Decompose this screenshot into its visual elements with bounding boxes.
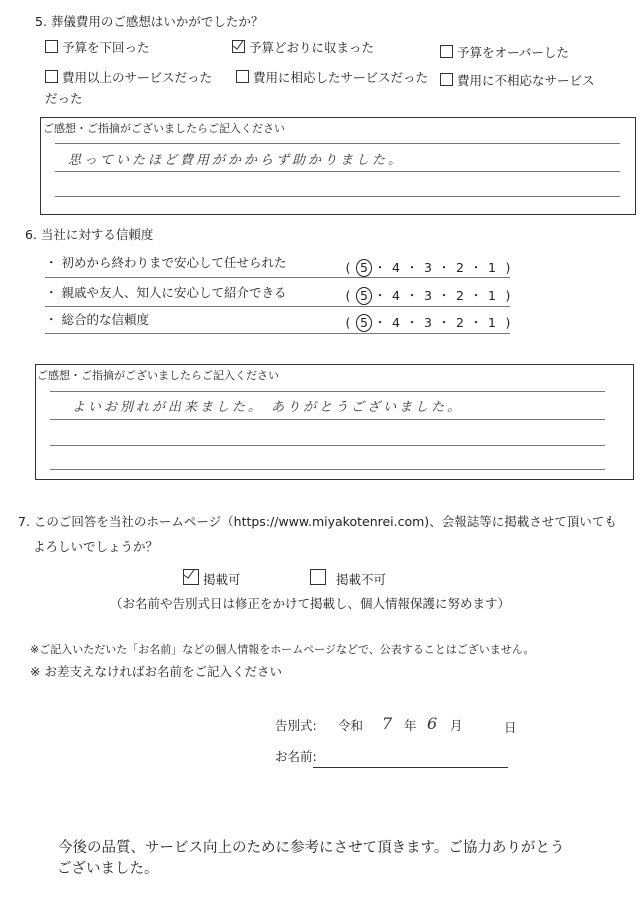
ruled-line xyxy=(45,333,510,334)
checkbox[interactable] xyxy=(236,70,249,83)
ceremony-month-unit: 月 xyxy=(450,718,463,733)
checkbox-checked[interactable] xyxy=(183,569,199,585)
closing-message: 今後の品質、サービス向上のために参考にさせて頂きます。ご協力ありがとう xyxy=(58,840,565,856)
separator: ・ xyxy=(405,260,419,275)
q5-option[interactable]: 費用に相応したサービスだった xyxy=(236,70,428,85)
q5-comment-label: ご感想・ご指摘がございましたらご記入ください xyxy=(43,122,285,135)
rating-option-1[interactable]: 1 xyxy=(488,260,496,275)
rating-option-3[interactable]: 3 xyxy=(424,260,432,275)
q7-option-allow[interactable]: 掲載可 xyxy=(183,569,241,587)
separator: ・ xyxy=(405,288,419,303)
q5-option[interactable]: 予算をオーバーした xyxy=(440,45,569,60)
rating-option-5[interactable]: 5 xyxy=(356,314,372,332)
ceremony-year-unit: 年 xyxy=(404,718,417,733)
q6-comment-label: ご感想・ご指摘がございましたらご記入ください xyxy=(37,369,279,382)
q6-comment-handwritten: よいお別れが出来ました。 ありがとうございました。 xyxy=(72,400,464,415)
closing-message-cont: ございました。 xyxy=(57,861,159,877)
q5-comment-handwritten: 思っていたほど費用がかからず助かりました。 xyxy=(68,153,405,168)
rating-option-3[interactable]: 3 xyxy=(424,288,432,303)
rating-option-2[interactable]: 2 xyxy=(456,315,464,330)
separator: ・ xyxy=(437,288,451,303)
q6-item-label: ・ 総合的な信頼度 xyxy=(45,312,149,327)
ceremony-era: 令和 xyxy=(338,718,364,733)
checkbox[interactable] xyxy=(440,45,453,58)
q7-title: 7. このご回答を当社のホームページ（https://www.miyakotenrei.com)、会報誌等に掲載させて頂いても xyxy=(18,514,617,529)
rating-option-1[interactable]: 1 xyxy=(488,288,496,303)
checkbox[interactable] xyxy=(45,70,58,83)
ruled-line xyxy=(55,171,620,172)
separator: ・ xyxy=(469,260,483,275)
notice-name: ※ お差支えなければお名前をご記入ください xyxy=(30,664,282,679)
separator: ・ xyxy=(373,315,387,330)
q7-option-deny[interactable]: 掲載不可 xyxy=(310,569,386,587)
q5-option[interactable]: 費用に不相応なサービス xyxy=(440,73,595,88)
name-label: お名前: xyxy=(275,749,317,764)
separator: ・ xyxy=(437,260,451,275)
ruled-line xyxy=(45,306,510,307)
ceremony-month[interactable]: 6 xyxy=(427,714,441,733)
q5-option[interactable]: 予算を下回った xyxy=(45,40,150,55)
ceremony-year[interactable]: 7 xyxy=(382,714,396,733)
rating-option-3[interactable]: 3 xyxy=(424,315,432,330)
notice-privacy: ※ご記入いただいた「お名前」などの個人情報をホームページなどで、公表することはございません。 xyxy=(30,643,535,656)
ruled-line xyxy=(55,196,620,197)
ruled-line xyxy=(50,469,605,470)
q5-option[interactable]: 予算どおりに収まった xyxy=(232,40,374,55)
rating-option-5[interactable]: 5 xyxy=(356,287,372,305)
ruled-line xyxy=(55,143,620,144)
ruled-line xyxy=(50,419,605,420)
ceremony-label: 告別式: xyxy=(275,718,317,733)
separator: ・ xyxy=(373,288,387,303)
q6-rating[interactable]: ( 5 ・ 4 ・ 3 ・ 2 ・ 1 ) xyxy=(345,260,511,275)
checkbox-checked[interactable] xyxy=(232,40,245,53)
q5-option[interactable]: 費用以上のサービスだった xyxy=(45,70,212,85)
rating-option-1[interactable]: 1 xyxy=(488,315,496,330)
separator: ・ xyxy=(405,315,419,330)
q6-rating[interactable]: ( 5 ・ 4 ・ 3 ・ 2 ・ 1 ) xyxy=(345,315,511,330)
ceremony-day-unit: 日 xyxy=(504,720,517,735)
ruled-line xyxy=(45,277,510,278)
rating-option-4[interactable]: 4 xyxy=(392,260,400,275)
separator: ・ xyxy=(373,260,387,275)
name-underline xyxy=(313,767,508,768)
separator: ・ xyxy=(469,315,483,330)
separator: ・ xyxy=(437,315,451,330)
q6-title: 6. 当社に対する信頼度 xyxy=(25,227,154,242)
ruled-line xyxy=(50,445,605,446)
rating-option-4[interactable]: 4 xyxy=(392,315,400,330)
checkbox[interactable] xyxy=(440,73,453,86)
q6-rating[interactable]: ( 5 ・ 4 ・ 3 ・ 2 ・ 1 ) xyxy=(345,288,511,303)
q5-title: 5. 葬儀費用のご感想はいかがでしたか？ xyxy=(35,14,264,29)
checkbox[interactable] xyxy=(45,40,58,53)
q5-option-wrap: だった xyxy=(45,91,83,106)
rating-option-2[interactable]: 2 xyxy=(456,288,464,303)
checkbox[interactable] xyxy=(310,569,326,585)
q6-item-label: ・ 親戚や友人、知人に安心して紹介できる xyxy=(45,285,287,300)
rating-option-5[interactable]: 5 xyxy=(356,259,372,277)
ruled-line xyxy=(50,391,605,392)
separator: ・ xyxy=(469,288,483,303)
q6-item-label: ・ 初めから終わりまで安心して任せられた xyxy=(45,255,287,270)
rating-option-2[interactable]: 2 xyxy=(456,260,464,275)
rating-option-4[interactable]: 4 xyxy=(392,288,400,303)
q7-title-cont: よろしいでしょうか？ xyxy=(33,539,159,554)
q7-note: （お名前や告別式日は修正をかけて掲載し、個人情報保護に努めます） xyxy=(110,596,511,611)
